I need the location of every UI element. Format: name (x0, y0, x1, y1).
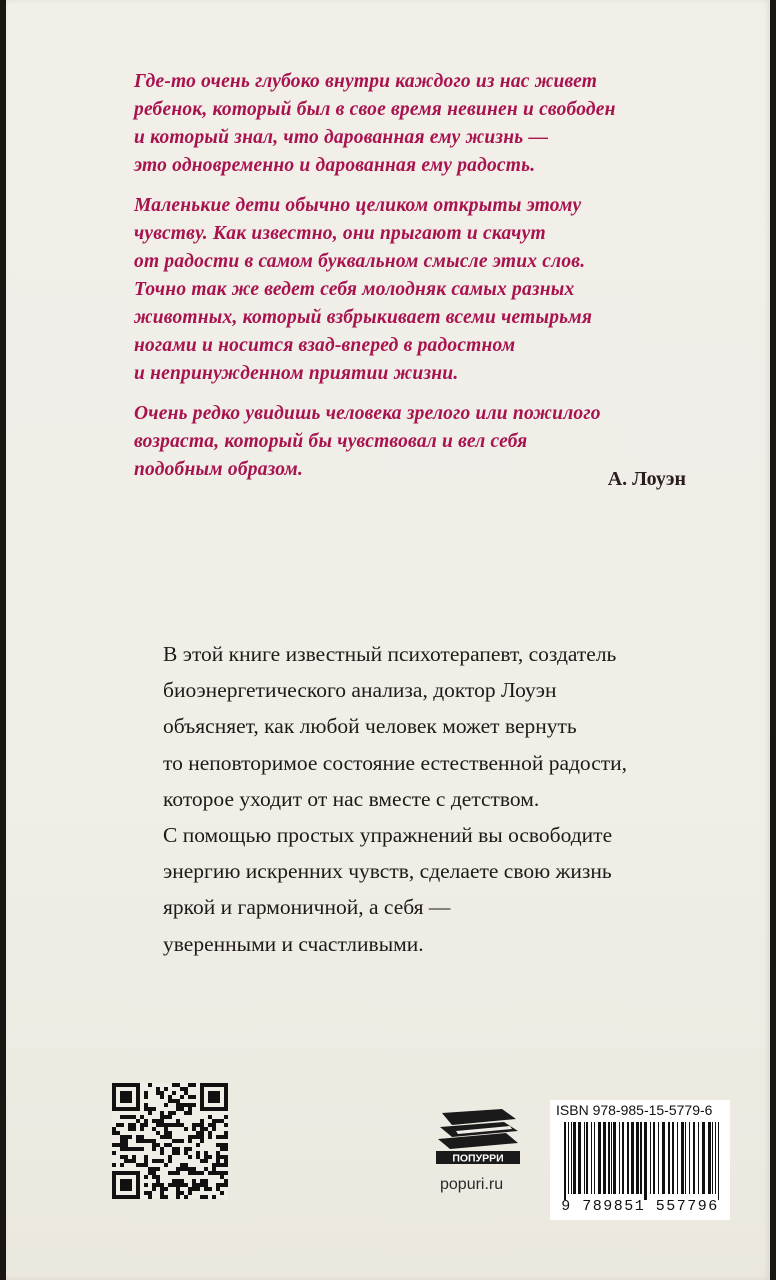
quote-line: животных, который взбрыкивает всеми четырьмя (134, 307, 593, 328)
book-description (163, 636, 723, 962)
barcode-number: 9 789851 557796 (561, 1198, 719, 1215)
quote-paragraph-2 (134, 192, 694, 388)
isbn-barcode (550, 1100, 730, 1220)
quote-line: чувству. Как известно, они прыгают и скачут (134, 223, 546, 244)
quote-line: ногами и носится взад-вперед в радостном (134, 335, 516, 356)
book-stack-icon (438, 1109, 518, 1149)
isbn-label: ISBN 978-985-15-5779-6 (556, 1102, 713, 1118)
quote-line: Маленькие дети обычно целиком открыты этому (134, 195, 582, 216)
quote-line: Где-то очень глубоко внутри каждого из нас живет (134, 71, 598, 92)
description-line: которое уходит от нас вместе с детством. (163, 786, 540, 811)
quote-line: подобным образом. (134, 459, 304, 480)
description-line: объясняет, как любой человек может вернуть (163, 714, 577, 739)
qr-code-icon[interactable] (112, 1083, 228, 1199)
description-line: энергию искренних чувств, сделаете свою жизнь (163, 859, 612, 884)
quote-line: от радости в самом буквальном смысле этих слов. (134, 251, 586, 272)
quote-line: возраста, который бы чувствовал и вел себя (134, 431, 528, 452)
description-line: яркой и гармоничной, а себя — (163, 895, 451, 920)
publisher-logo-text: ПОПУРРИ (452, 1152, 504, 1165)
quote-line: Точно так же ведет себя молодняк самых разных (134, 279, 575, 300)
description-line: уверенными и счастливыми. (163, 931, 424, 956)
quote-line: ребенок, который был в свое время невинен и свободен (134, 99, 616, 120)
description-line: В этой книге известный психотерапевт, создатель (163, 642, 617, 666)
description-line: биоэнергетического анализа, доктор Лоуэн (163, 678, 557, 703)
epigraph-quote (134, 68, 694, 496)
publisher-logo (432, 1105, 524, 1165)
quote-paragraph-1 (134, 68, 694, 180)
quote-author: А. Лоуэн (607, 468, 686, 490)
description-line: С помощью простых упражнений вы освободите (163, 823, 613, 848)
quote-line: и который знал, что дарованная ему жизнь — (134, 127, 549, 148)
barcode-bars (564, 1122, 719, 1200)
quote-line: и непринужденном приятии жизни. (134, 363, 459, 384)
book-back-cover (6, 0, 770, 1280)
publisher-website[interactable]: popuri.ru (440, 1176, 504, 1193)
description-line: то неповторимое состояние естественной радости, (163, 750, 628, 775)
quote-line: Очень редко увидишь человека зрелого или пожилого (134, 403, 601, 424)
quote-line: это одновременно и дарованная ему радость. (134, 155, 536, 176)
